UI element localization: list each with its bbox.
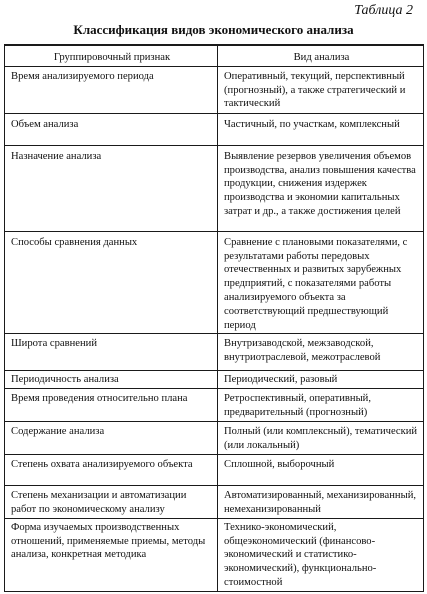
- kind-cell: Сравнение с плановыми показателями, с результатами работы передовых отечественных и развитых зарубежных предприятий, с показателями работы анализируемого объекта за соответствующий предшествующий период: [218, 231, 424, 334]
- kind-cell: Технико-экономический, общеэкономический (финансово-экономический и статистико-экономический), функционально-стоимостной: [218, 518, 424, 591]
- table-row: [5, 455, 424, 486]
- table-row: [5, 518, 424, 591]
- kind-cell: Периодический, разовый: [218, 371, 424, 389]
- table-row: [5, 113, 424, 145]
- kind-cell: Частичный, по участкам, комплексный: [218, 113, 424, 145]
- table-title: Классификация видов экономического анализа: [73, 22, 354, 37]
- table-row: [5, 334, 424, 371]
- table-row: [5, 231, 424, 334]
- feature-cell: Назначение анализа: [5, 145, 218, 231]
- feature-cell: Содержание анализа: [5, 422, 218, 455]
- table-row: [5, 145, 424, 231]
- feature-cell: Способы сравнения данных: [5, 231, 218, 334]
- table-row: [5, 371, 424, 389]
- feature-cell: Время анализируемого периода: [5, 66, 218, 113]
- kind-cell: Сплошной, выборочный: [218, 455, 424, 486]
- kind-cell: Оперативный, текущий, перспективный (прогнозный), а также стратегический и тактический: [218, 66, 424, 113]
- header-feature: Группировочный признак: [5, 45, 218, 66]
- kind-cell: Выявление резервов увеличения объемов производства, анализ повышения качества продукции, снижения издержек производства и экономии капитальных затрат и др., а также достижения целей: [218, 145, 424, 231]
- table-row: [5, 486, 424, 519]
- table-row: [5, 422, 424, 455]
- feature-cell: Степень механизации и автоматизации работ по экономическому анализу: [5, 486, 218, 519]
- kind-cell: Полный (или комплексный), тематический (или локальный): [218, 422, 424, 455]
- classification-table: [4, 44, 424, 592]
- kind-cell: Ретроспективный, оперативный, предварительный (прогнозный): [218, 389, 424, 422]
- header-kind: Вид анализа: [218, 45, 424, 66]
- kind-cell: Автоматизированный, механизированный, немеханизированный: [218, 486, 424, 519]
- table-row: [5, 66, 424, 113]
- feature-cell: Степень охвата анализируемого объекта: [5, 455, 218, 486]
- feature-cell: Периодичность анализа: [5, 371, 218, 389]
- table-row: [5, 389, 424, 422]
- header-row: [5, 45, 424, 66]
- kind-cell: Внутризаводской, межзаводской, внутриотраслевой, межотраслевой: [218, 334, 424, 371]
- feature-cell: Широта сравнений: [5, 334, 218, 371]
- table-number: Таблица 2: [354, 3, 413, 18]
- feature-cell: Форма изучаемых производственных отношений, применяемые приемы, методы анализа, конкретная методика: [5, 518, 218, 591]
- feature-cell: Время проведения относительно плана: [5, 389, 218, 422]
- feature-cell: Объем анализа: [5, 113, 218, 145]
